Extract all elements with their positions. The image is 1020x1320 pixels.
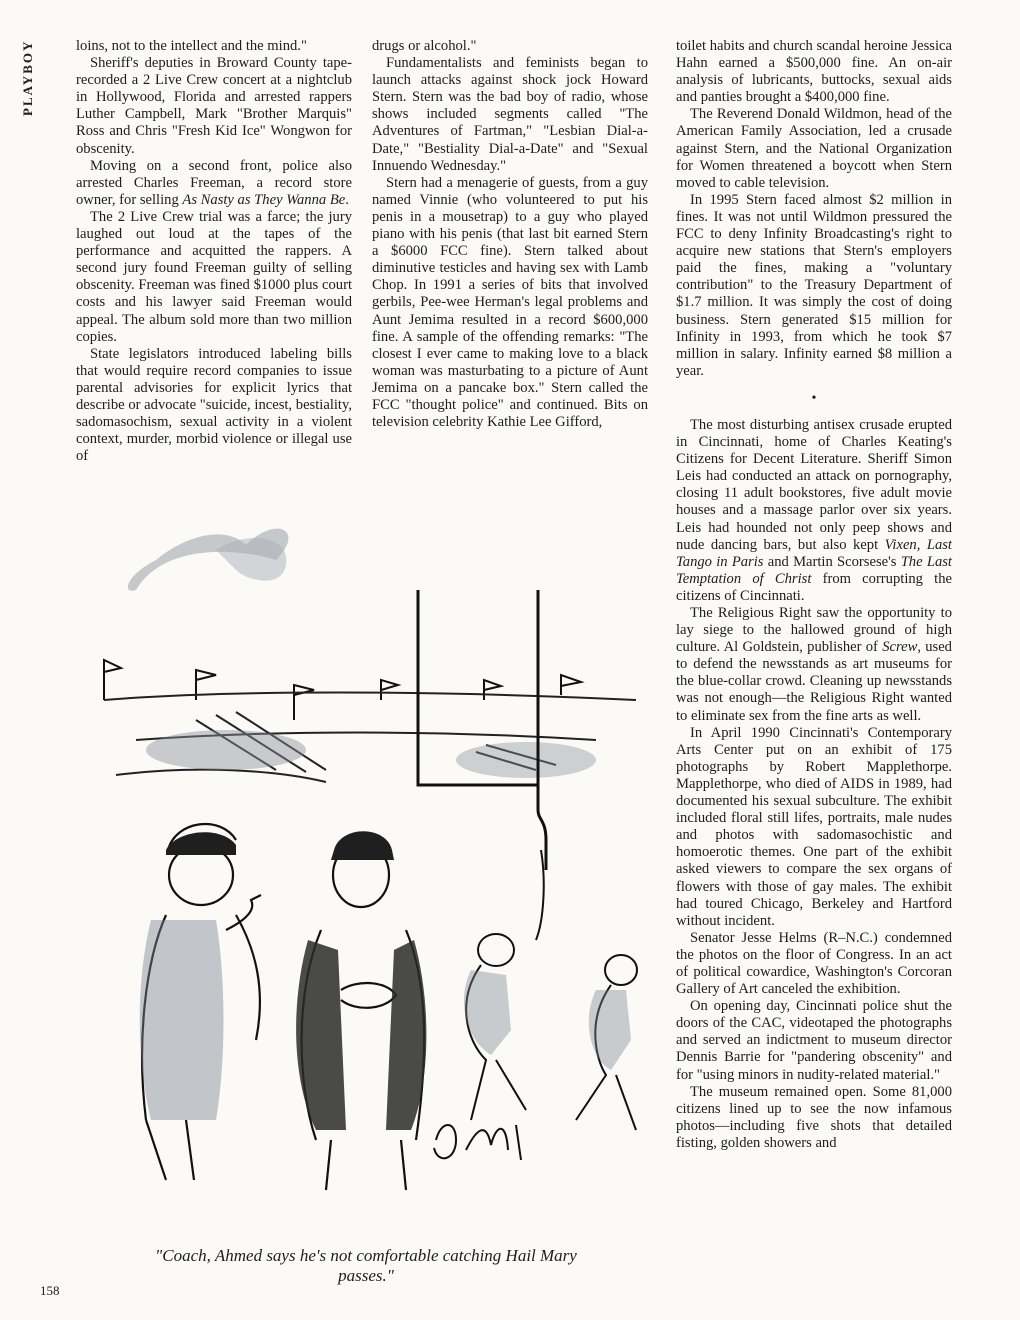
paragraph: The 2 Live Crew trial was a farce; the jury laughed out loud at the tapes of the performance and acquitted the rappers. A second jury found Freeman guilty of selling obscenity. Freeman was fined $1000 plus court costs and his lawyer said Freeman would appeal. The album sold more than two million copies. [76, 208, 352, 345]
paragraph: Moving on a second front, police also arrested Charles Freeman, a record store owner, for selling As Nasty as They Wanna Be. [76, 157, 352, 208]
article-column-3 [676, 38, 952, 1152]
paragraph: The Religious Right saw the opportunity to lay siege to the hallowed ground of high culture. Al Goldstein, publisher of Screw, used to defend the newsstands as art museums for the blue-collar crowd. Cleaning up newsstands was not enough—the Religious Right wanted to eliminate sex from the fine arts as well. [676, 605, 952, 724]
paragraph: toilet habits and church scandal heroine Jessica Hahn earned a $500,000 fine. An on-air analysis of lubricants, buttocks, sexual aids and panties brought a $400,000 fine. [676, 38, 952, 106]
cartoon-caption: "Coach, Ahmed says he's not comfortable catching Hail Mary passes." [155, 1246, 577, 1285]
paragraph: Sheriff's deputies in Broward County tape-recorded a 2 Live Crew concert at a nightclub in Hollywood, Florida and arrested rappers Luther Campbell, Mark "Brother Marquis" Ross and Chris "Fresh Kid Ice" Wongwon for obscenity. [76, 55, 352, 157]
paragraph: In 1995 Stern faced almost $2 million in fines. It was not until Wildmon pressured the FCC to deny Infinity Broadcasting's right to acquire new stations that Stern's employers paid the fines, making a "voluntary contribution" to the Treasury Department of $1.7 million. It was simply the cost of doing business. Stern generated $15 million for Infinity in 1993, from which he took $7 million in salary. Infinity earned $8 million a year. [676, 191, 952, 379]
section-divider-bullet: • [811, 390, 817, 406]
paragraph: In April 1990 Cincinnati's Contemporary Arts Center put on an exhibit of 175 photographs by Robert Mapplethorpe. Mapplethorpe, who died of AIDS in 1989, had documented his sexual subculture. The exhibit included floral still lifes, portraits, male nudes and photos with sadomasochistic and homoerotic themes. One part of the exhibit asked viewers to compare the sex organs of flowers with those of gay males. The exhibit had toured Chicago, Berkeley and Hartford without incident. [676, 724, 952, 929]
paragraph: loins, not to the intellect and the mind." [76, 38, 307, 54]
paragraph: Fundamentalists and feminists began to launch attacks against shock jock Howard Stern. Stern was the bad boy of radio, whose shows included segments called "The Adventures of Fartman," "Lesbian Dial-a-Date," "Bestiality Dial-a-Date" and "Sexual Innuendo Wednesday." [372, 55, 648, 174]
article-column-1 [76, 38, 352, 465]
paragraph: Senator Jesse Helms (R–N.C.) condemned the photos on the floor of Congress. In an act of political cowardice, Washington's Corcoran Gallery of Art canceled the exhibition. [676, 929, 952, 998]
paragraph: drugs or alcohol." [372, 38, 477, 54]
paragraph: The Reverend Donald Wildmon, head of the American Family Association, led a crusade against Stern, and the National Organization for Women threatened a boycott when Stern moved to cable television. [676, 106, 952, 191]
paragraph: Stern had a menagerie of guests, from a guy named Vinnie (who volunteered to put his penis in a mousetrap) to a guy who played piano with his penis (that last bit earned Stern a $6000 FCC fine). Stern talked about diminutive testicles and having sex with Lamb Chop. In 1991 a series of bits that involved gerbils, Pee-wee Herman's legal problems and Aunt Jemima resulted in a record $600,000 fine. A sample of the offending remarks: "The closest I ever came to making love to a black woman was masturbating to a picture of Aunt Jemima on a pancake box." Stern called the FCC "thought police" and continued. Bits on television celebrity Kathie Lee Gifford, [372, 174, 648, 431]
article-column-2 [372, 38, 648, 431]
paragraph: On opening day, Cincinnati police shut the doors of the CAC, videotaped the photographs and served an indictment to museum director Dennis Barrie for "pandering obscenity" and for "using minors in nudity-related material." [676, 998, 952, 1083]
paragraph: State legislators introduced labeling bills that would require record companies to issue parental advisories for explicit lyrics that describe or advocate "suicide, incest, bestiality, sadomasochism, sexual activity in a violent context, murder, morbid violence or illegal use of [76, 345, 352, 465]
page-number: 158 [40, 1283, 60, 1298]
cartoon-illustration [76, 520, 656, 1200]
magazine-running-header: PLAYBOY [20, 40, 35, 117]
paragraph: The most disturbing antisex crusade erupted in Cincinnati, home of Charles Keating's Citizens for Decent Literature. Sheriff Simon Leis had conducted an attack on pornography, closing 11 adult bookstores, five adult movie houses and a massage parlor over six years. Leis had hounded not only peep shows and nude dancing bars, but also kept Vixen, Last Tango in Paris and Martin Scorsese's The Last Temptation of Christ from corrupting the citizens of Cincinnati. [676, 416, 952, 604]
paragraph: The museum remained open. Some 81,000 citizens lined up to see the now infamous photos—including five shots that detailed fisting, golden showers and [676, 1083, 952, 1151]
